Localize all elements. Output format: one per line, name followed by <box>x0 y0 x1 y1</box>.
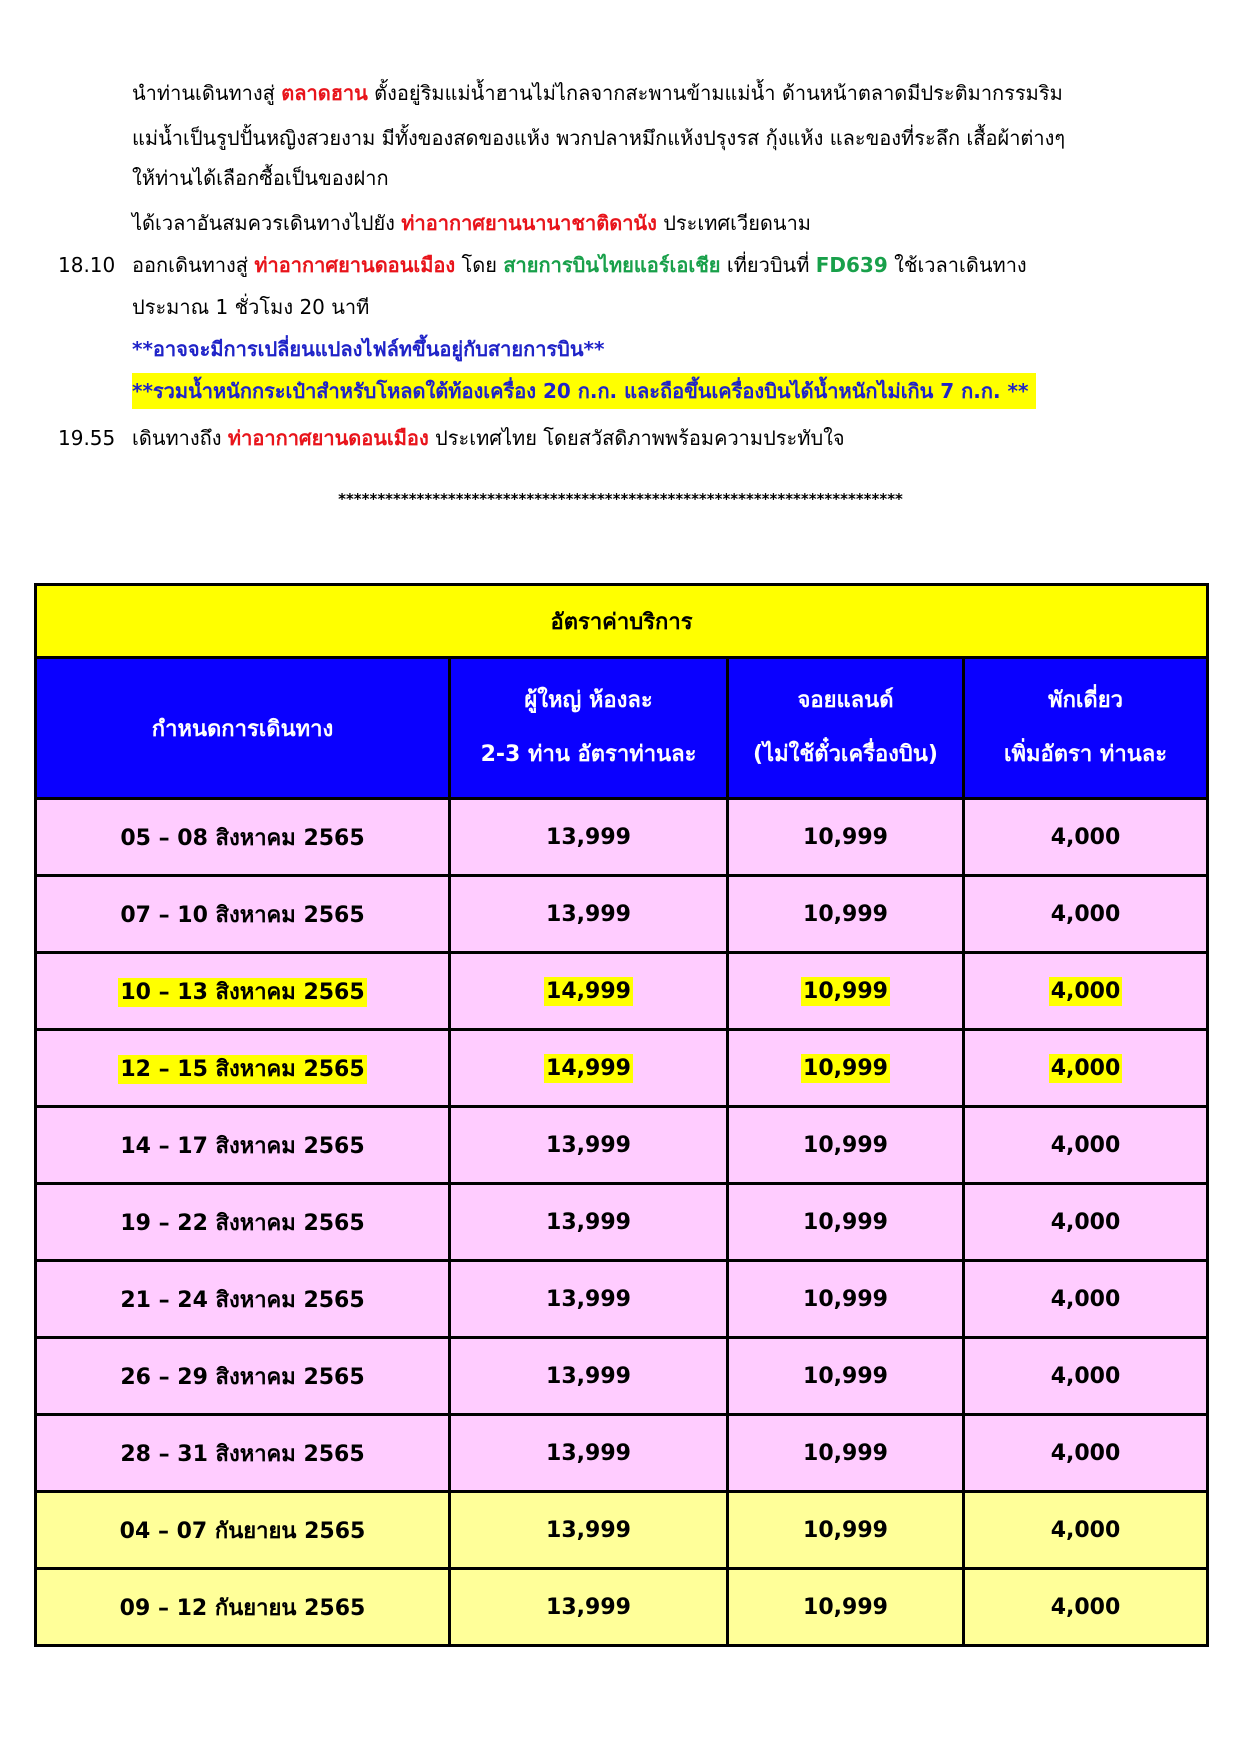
header-single-line1: พักเดี่ยว <box>1048 688 1123 713</box>
cell-date <box>36 1415 450 1492</box>
cell-joinland <box>728 1107 964 1184</box>
joinland-price: 10,999 <box>803 1209 888 1235</box>
cell-adult <box>450 1107 728 1184</box>
header-joinland-line1: จอยแลนด์ <box>797 688 894 713</box>
cell-joinland <box>728 1030 964 1107</box>
cell-date <box>36 1107 450 1184</box>
text: ตั้งอยู่ริมแม่น้ำฮานไม่ไกลจากสะพานข้ามแม่น้ำ ด้านหน้าตลาดมีประติมากรรมริม <box>367 81 1063 105</box>
text: เที่ยวบินที่ <box>720 253 816 277</box>
date-text: 28 – 31 สิงหาคม 2565 <box>120 1441 365 1467</box>
paragraph-arrive <box>132 423 845 453</box>
text: ประเทศไทย โดยสวัสดิภาพพร้อมความประทับใจ <box>428 426 845 450</box>
cell-adult <box>450 1261 728 1338</box>
header-adult <box>450 658 728 799</box>
date-text: 19 – 22 สิงหาคม 2565 <box>120 1210 365 1236</box>
cell-adult <box>450 1184 728 1261</box>
single-price: 4,000 <box>1050 1209 1121 1235</box>
paragraph-han-market-line2: แม่น้ำเป็นรูปปั้นหญิงสวยงาม มีทั้งของสดของแห้ง พวกปลาหมึกแห้งปรุงรส กุ้งแห้ง และของที่ระลึก เสื้อผ้าต่างๆ <box>132 126 1066 150</box>
adult-price: 13,999 <box>546 1286 631 1312</box>
paragraph-han-market-line3: ให้ท่านได้เลือกซื้อเป็นของฝาก <box>132 166 389 190</box>
single-price: 4,000 <box>1050 1055 1121 1081</box>
cell-adult <box>450 1338 728 1415</box>
adult-price: 14,999 <box>546 978 631 1004</box>
adult-price: 13,999 <box>546 1594 631 1620</box>
table-row <box>36 1338 1208 1415</box>
cell-single <box>964 1338 1208 1415</box>
cell-joinland <box>728 876 964 953</box>
single-price: 4,000 <box>1050 824 1121 850</box>
table-row <box>36 1415 1208 1492</box>
cell-adult <box>450 953 728 1030</box>
cell-joinland <box>728 1338 964 1415</box>
cell-date <box>36 799 450 876</box>
joinland-price: 10,999 <box>803 901 888 927</box>
note-flight-change: **อาจจะมีการเปลี่ยนแปลงไฟล์ทขึ้นอยู่กับสายการบิน** <box>132 337 605 361</box>
cell-joinland <box>728 953 964 1030</box>
joinland-price: 10,999 <box>803 1286 888 1312</box>
header-joinland-line2: (ไม่ใช้ตั๋วเครื่องบิน) <box>752 742 938 767</box>
cell-joinland <box>728 1415 964 1492</box>
single-price: 4,000 <box>1050 1517 1121 1543</box>
single-price: 4,000 <box>1050 1363 1121 1389</box>
note-baggage <box>132 376 1036 406</box>
date-text: 05 – 08 สิงหาคม 2565 <box>120 825 365 851</box>
single-price: 4,000 <box>1050 1286 1121 1312</box>
header-single-line2: เพิ่มอัตรา ท่านละ <box>1003 742 1168 767</box>
cell-date <box>36 953 450 1030</box>
text: ประเทศเวียดนาม <box>656 211 811 235</box>
header-travel-dates: กำหนดการเดินทาง <box>36 658 450 799</box>
date-text: 14 – 17 สิงหาคม 2565 <box>120 1133 365 1159</box>
cell-adult <box>450 1030 728 1107</box>
cell-date <box>36 1338 450 1415</box>
cell-adult <box>450 1492 728 1569</box>
cell-single <box>964 1261 1208 1338</box>
cell-joinland <box>728 1261 964 1338</box>
header-adult-line2: 2-3 ท่าน อัตราท่านละ <box>480 742 697 767</box>
paragraph-depart-line1 <box>132 250 1027 280</box>
paragraph-depart-line2: ประมาณ 1 ชั่วโมง 20 นาที <box>132 295 370 319</box>
cell-single <box>964 876 1208 953</box>
adult-price: 13,999 <box>546 1517 631 1543</box>
table-row <box>36 953 1208 1030</box>
header-single-supplement <box>964 658 1208 799</box>
table-row <box>36 1030 1208 1107</box>
place-han-market: ตลาดฮาน <box>281 81 368 105</box>
joinland-price: 10,999 <box>803 1440 888 1466</box>
paragraph-danang-airport <box>132 208 811 238</box>
text: ใช้เวลาเดินทาง <box>887 253 1027 277</box>
single-price: 4,000 <box>1050 1594 1121 1620</box>
single-price: 4,000 <box>1050 1132 1121 1158</box>
cell-date <box>36 1030 450 1107</box>
cell-adult <box>450 1569 728 1646</box>
cell-adult <box>450 1415 728 1492</box>
header-joinland <box>728 658 964 799</box>
adult-price: 13,999 <box>546 1363 631 1389</box>
rates-header-row <box>36 658 1208 799</box>
cell-single <box>964 1107 1208 1184</box>
cell-single <box>964 1184 1208 1261</box>
cell-joinland <box>728 1492 964 1569</box>
rates-table <box>34 583 1209 1647</box>
baggage-text: **รวมน้ำหนักกระเป๋าสำหรับโหลดใต้ท้องเครื่อง 20 ก.ก. และถือขึ้นเครื่องบินได้น้ำหนักไม่เกิน 7 ก.ก. ** <box>132 373 1036 409</box>
place-danang-airport: ท่าอากาศยานนานาชาติดานัง <box>401 211 657 235</box>
table-row <box>36 1184 1208 1261</box>
single-price: 4,000 <box>1050 901 1121 927</box>
cell-date <box>36 1492 450 1569</box>
flight-number: FD639 <box>815 253 888 277</box>
cell-single <box>964 1030 1208 1107</box>
cell-single <box>964 1415 1208 1492</box>
date-text: 04 – 07 กันยายน 2565 <box>119 1518 366 1544</box>
place-donmueang-airport: ท่าอากาศยานดอนเมือง <box>254 253 456 277</box>
text: ได้เวลาอันสมควรเดินทางไปยัง <box>132 211 402 235</box>
text: นำท่านเดินทางสู่ <box>132 81 282 105</box>
cell-date <box>36 1184 450 1261</box>
adult-price: 13,999 <box>546 1209 631 1235</box>
cell-date <box>36 1569 450 1646</box>
rates-title: อัตราค่าบริการ <box>36 585 1208 658</box>
joinland-price: 10,999 <box>803 1132 888 1158</box>
time-1810: 18.10 <box>58 253 116 277</box>
cell-joinland <box>728 799 964 876</box>
cell-joinland <box>728 1184 964 1261</box>
rates-title-row <box>36 585 1208 658</box>
table-row <box>36 1261 1208 1338</box>
cell-single <box>964 1569 1208 1646</box>
adult-price: 13,999 <box>546 1132 631 1158</box>
text: เดินทางถึง <box>132 426 228 450</box>
date-text: 10 – 13 สิงหาคม 2565 <box>120 979 365 1005</box>
place-donmueang-airport: ท่าอากาศยานดอนเมือง <box>227 426 429 450</box>
text: ออกเดินทางสู่ <box>132 253 255 277</box>
table-row <box>36 1107 1208 1184</box>
adult-price: 13,999 <box>546 901 631 927</box>
date-text: 09 – 12 กันยายน 2565 <box>119 1595 366 1621</box>
text: โดย <box>455 253 504 277</box>
date-text: 12 – 15 สิงหาคม 2565 <box>120 1056 365 1082</box>
single-price: 4,000 <box>1050 978 1121 1004</box>
date-text: 07 – 10 สิงหาคม 2565 <box>120 902 365 928</box>
cell-joinland <box>728 1569 964 1646</box>
joinland-price: 10,999 <box>803 1594 888 1620</box>
cell-date <box>36 876 450 953</box>
cell-single <box>964 1492 1208 1569</box>
time-1955: 19.55 <box>58 426 116 450</box>
cell-adult <box>450 876 728 953</box>
table-row <box>36 1492 1208 1569</box>
cell-single <box>964 799 1208 876</box>
date-text: 26 – 29 สิงหาคม 2565 <box>120 1364 365 1390</box>
table-row <box>36 876 1208 953</box>
adult-price: 14,999 <box>546 1055 631 1081</box>
airline-name: สายการบินไทยแอร์เอเชีย <box>503 253 721 277</box>
paragraph-han-market-line1 <box>132 78 1063 108</box>
cell-single <box>964 953 1208 1030</box>
joinland-price: 10,999 <box>803 1517 888 1543</box>
joinland-price: 10,999 <box>803 978 888 1004</box>
cell-adult <box>450 799 728 876</box>
adult-price: 13,999 <box>546 824 631 850</box>
cell-date <box>36 1261 450 1338</box>
adult-price: 13,999 <box>546 1440 631 1466</box>
joinland-price: 10,999 <box>803 824 888 850</box>
single-price: 4,000 <box>1050 1440 1121 1466</box>
joinland-price: 10,999 <box>803 1055 888 1081</box>
date-text: 21 – 24 สิงหาคม 2565 <box>120 1287 365 1313</box>
table-row <box>36 799 1208 876</box>
joinland-price: 10,999 <box>803 1363 888 1389</box>
table-row <box>36 1569 1208 1646</box>
header-adult-line1: ผู้ใหญ่ ห้องละ <box>524 688 653 713</box>
separator-stars: ************************************************************************ <box>338 490 903 508</box>
